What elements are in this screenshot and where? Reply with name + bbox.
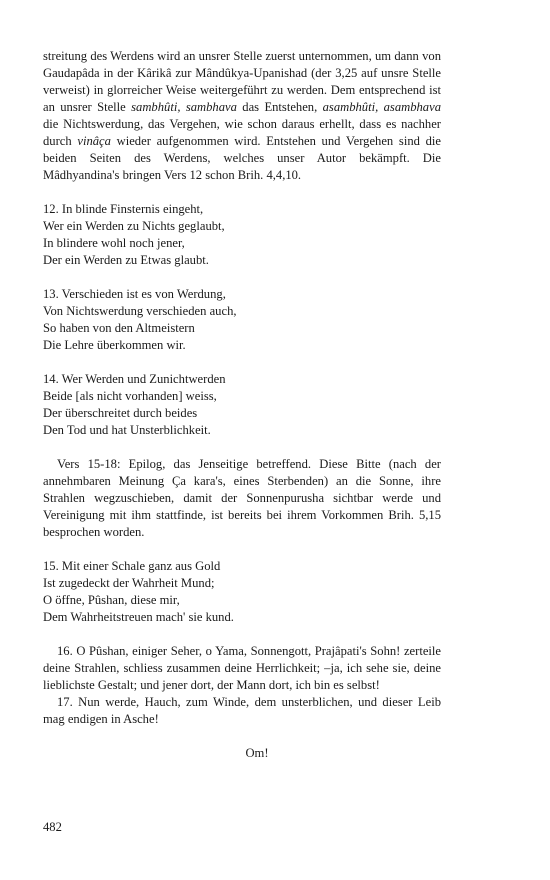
- verse-14: [43, 371, 441, 439]
- text-segment: streitung des Werdens wird an unsrer Stelle zuerst unternommen, um dann von Gaudapâda in der Kârikâ zur Mândûkya-Upanishad (der 3,25 auf unsre Stelle verweist) in glorreicher Weise weitergeführt zu werden. Dem entsprechend ist an unsrer Stelle: [43, 49, 441, 114]
- verse-line: 13. Verschieden ist es von Werdung,: [43, 287, 226, 301]
- verse-line: O öffne, Pûshan, diese mir,: [43, 593, 180, 607]
- closing-om: Om!: [245, 746, 269, 760]
- text-segment: das Entstehen,: [236, 100, 323, 114]
- verse-17: 17. Nun werde, Hauch, zum Winde, dem unsterblichen, und dieser Leib mag endigen in Asche!: [43, 695, 441, 726]
- italic-term: asambhûti, asambhava: [322, 100, 441, 114]
- italic-term: vinâça: [77, 134, 111, 148]
- italic-term: sambhûti, sambhava: [131, 100, 237, 114]
- page-text: [43, 48, 441, 762]
- verse-line: Die Lehre überkommen wir.: [43, 338, 186, 352]
- verse-line: Wer ein Werden zu Nichts geglaubt,: [43, 219, 225, 233]
- verse-line: In blindere wohl noch jener,: [43, 236, 185, 250]
- verse-line: Von Nichtswerdung verschieden auch,: [43, 304, 237, 318]
- verse-line: Den Tod und hat Unsterblichkeit.: [43, 423, 211, 437]
- text-segment: wieder aufgenommen wird. Entstehen und Vergehen sind die beiden Seiten des Werdens, welches unser Autor bekämpft. Die Mâdhyandina's bringen Vers 12 schon Brih. 4,4,10.: [43, 134, 441, 182]
- epilog-paragraph: Vers 15-18: Epilog, das Jenseitige betreffend. Diese Bitte (nach der annehmbaren Meinung Ça kara's, eines Sterbenden) an die Sonne, ihre Strahlen wegzuschieben, damit der Sonnenpurusha sichtbar werde und Vereinigung mit ihm stattfinde, ist bereits bei ihrem Vorkommen Brih. 5,15 besprochen worden.: [43, 457, 441, 539]
- verse-line: Ist zugedeckt der Wahrheit Mund;: [43, 576, 215, 590]
- verse-line: 12. In blinde Finsternis eingeht,: [43, 202, 204, 216]
- verse-line: 14. Wer Werden und Zunichtwerden: [43, 372, 226, 386]
- verse-12: [43, 201, 441, 269]
- verse-13: [43, 286, 441, 354]
- verse-line: 15. Mit einer Schale ganz aus Gold: [43, 559, 221, 573]
- verse-16: 16. O Pûshan, einiger Seher, o Yama, Sonnengott, Prajâpati's Sohn! zerteile deine Strahlen, schliess zusammen deine Herrlichkeit; –ja, ich sehe sie, deine lieblichste Gestalt; und jener dort, der Mann dort, ich bin es selbst!: [43, 644, 441, 692]
- verse-line: Dem Wahrheitstreuen mach' sie kund.: [43, 610, 234, 624]
- verse-line: Der überschreitet durch beides: [43, 406, 198, 420]
- page-number: 482: [43, 820, 62, 834]
- intro-paragraph: [43, 48, 441, 184]
- verse-line: Beide [als nicht vorhanden] weiss,: [43, 389, 217, 403]
- text-segment: die Nichtswerdung, das Vergehen, wie schon daraus erhellt, dass es nachher durch: [43, 117, 441, 148]
- verse-line: So haben von den Altmeistern: [43, 321, 195, 335]
- verse-15: [43, 558, 441, 626]
- verse-line: Der ein Werden zu Etwas glaubt.: [43, 253, 209, 267]
